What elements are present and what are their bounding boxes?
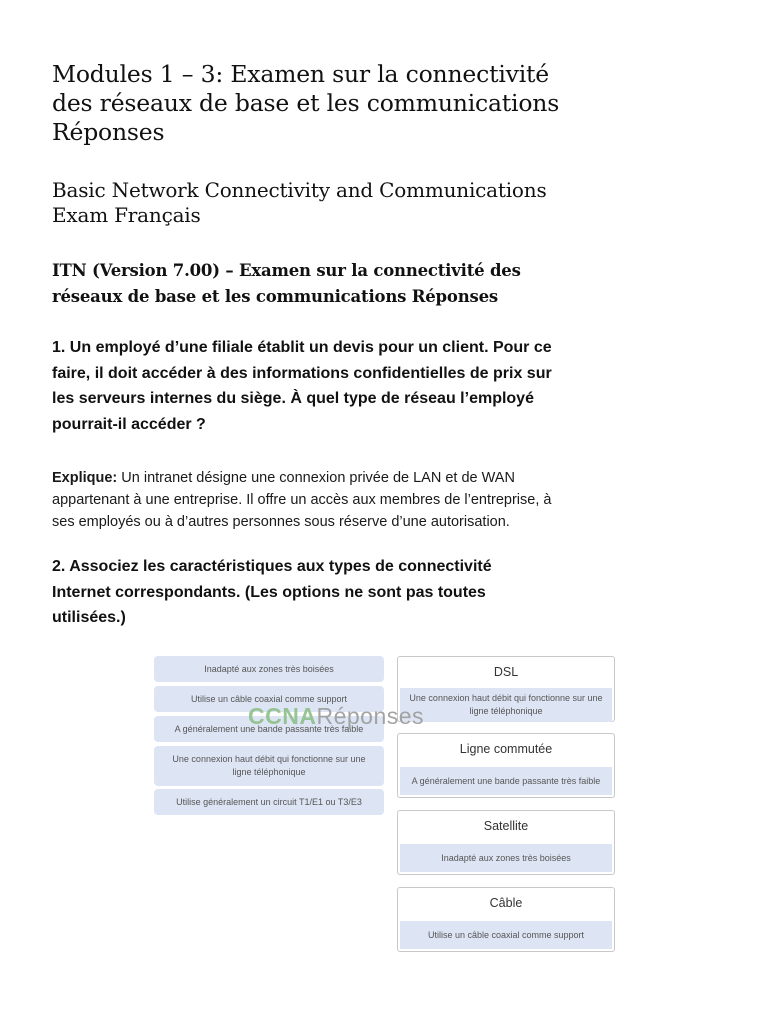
matching-figure — [154, 656, 616, 956]
target-answer: Une connexion haut débit qui fonctionne sur une ligne téléphonique — [400, 688, 612, 722]
target-box-satellite — [397, 810, 615, 875]
option-item: Utilise un câble coaxial comme support — [154, 686, 384, 712]
option-item: Inadapté aux zones très boisées — [154, 656, 384, 682]
option-item: Une connexion haut débit qui fonctionne sur une ligne téléphonique — [154, 746, 384, 786]
target-answer: Inadapté aux zones très boisées — [400, 844, 612, 872]
watermark-reponses: Réponses — [316, 703, 425, 729]
target-box-ligne-commutee — [397, 733, 615, 798]
target-label: DSL — [493, 665, 519, 679]
question-2: 2. Associez les caractéristiques aux types de connectivité Internet correspondants. (Les options ne sont pas toutes utilisées.) — [52, 558, 492, 626]
option-item: Utilise généralement un circuit T1/E1 ou T3/E3 — [154, 789, 384, 815]
target-label: Satellite — [483, 819, 529, 833]
page-subtitle: Basic Network Connectivity and Communications Exam Français — [52, 178, 547, 227]
target-box-cable — [397, 887, 615, 952]
section-heading: ITN (Version 7.00) – Examen sur la connectivité des réseaux de base et les communications Réponses — [52, 261, 521, 306]
watermark-ccna: CCNA — [248, 703, 317, 729]
target-label: Ligne commutée — [459, 742, 553, 756]
page-title: Modules 1 – 3: Examen sur la connectivité des réseaux de base et les communications Réponses — [52, 60, 560, 146]
target-answer: A généralement une bande passante très faible — [400, 767, 612, 795]
target-label: Câble — [489, 896, 523, 910]
explanation — [52, 467, 552, 533]
question-1: 1. Un employé d’une filiale établit un devis pour un client. Pour ce faire, il doit accéder à des informations confidentielles de prix sur les serveurs internes du siège. À quel type de réseau l’employé pourrait-il accéder ? — [52, 339, 552, 433]
explanation-text: Un intranet désigne une connexion privée de LAN et de WAN appartenant à une entreprise. Il offre un accès aux membres de l’entreprise, à ses employés ou à d’autres personnes sous réserve d’une autorisation. — [52, 470, 552, 530]
explanation-label: Explique: — [52, 470, 118, 486]
target-box-dsl — [397, 656, 615, 722]
target-answer: Utilise un câble coaxial comme support — [400, 921, 612, 949]
option-item: A généralement une bande passante très faible — [154, 716, 384, 742]
